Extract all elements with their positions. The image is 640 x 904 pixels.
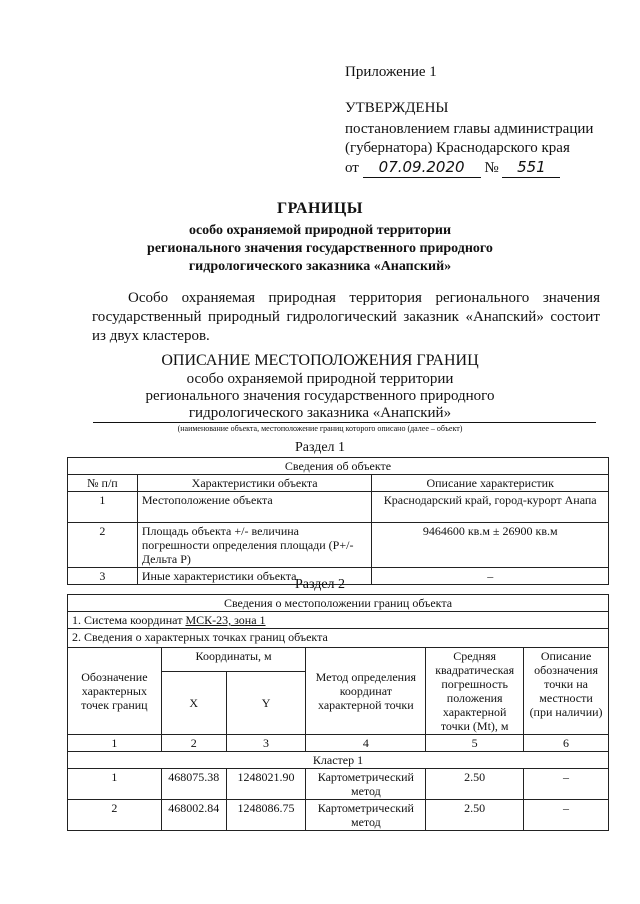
handwritten-number: 551 [502, 158, 560, 178]
row-value: Краснодарский край, город-курорт Анапа [372, 492, 609, 523]
point-x: 468075.38 [161, 769, 226, 800]
col-number: 6 [524, 735, 609, 752]
object-info-table [67, 457, 609, 585]
description-subtitle [0, 371, 640, 422]
description-line1: особо охраняемой природной территории [186, 371, 454, 387]
approved-line2: (губернатора) Краснодарского края [345, 140, 570, 156]
row-name: Иные характеристики объекта [137, 568, 372, 585]
boundary-points-table [67, 594, 609, 831]
coord-system-row [68, 612, 609, 629]
table-row [68, 523, 609, 568]
approved-date-line [345, 158, 593, 178]
description-note: (наименование объекта, местоположение границ которого описано (далее – объект) [177, 424, 463, 433]
col-number: 3 [226, 735, 306, 752]
header-number: № п/п [68, 475, 138, 492]
point-y: 1248086.75 [226, 800, 306, 831]
document-subtitle [0, 222, 640, 276]
number-prefix: № [484, 160, 499, 176]
table-title: Сведения о местоположении границ объекта [68, 595, 609, 612]
coord-system-value: МСК-23, зона 1 [185, 613, 266, 627]
cluster-label: Кластер 1 [68, 752, 609, 769]
header-x: X [161, 672, 226, 735]
table-row [68, 769, 609, 800]
section1-title: Раздел 1 [294, 440, 346, 455]
point-id: 1 [68, 769, 162, 800]
row-name: Площадь объекта +/- величина погрешности определения площади (P+/- Дельта P) [137, 523, 372, 568]
date-prefix: от [345, 160, 359, 176]
row-number: 3 [68, 568, 138, 585]
handwritten-date: 07.09.2020 [363, 158, 481, 178]
header-desc: Описание обозначения точки на местности (при наличии) [524, 648, 609, 735]
col-number: 1 [68, 735, 162, 752]
table-row [68, 492, 609, 523]
point-method: Картометрический метод [306, 769, 426, 800]
header-coords: Координаты, м [161, 648, 306, 672]
col-number: 5 [426, 735, 524, 752]
column-numbers-row [68, 735, 609, 752]
table-title: Сведения об объекте [68, 458, 609, 475]
header-method: Метод определения координат характерной точки [306, 648, 426, 735]
table-row [68, 800, 609, 831]
intro-paragraph: Особо охраняемая природная территория регионального значения государственный природный гидрологический заказник «Анапский» состоит из двух кластеров. [92, 290, 600, 344]
subtitle-line1: особо охраняемой природной территории [188, 223, 452, 238]
appendix-label: Приложение 1 [345, 64, 437, 80]
description-line3: гидрологического заказника «Анапский» [188, 405, 452, 421]
approval-block [345, 99, 593, 178]
point-error: 2.50 [426, 769, 524, 800]
description-line2: регионального значения государственного природного [145, 388, 495, 404]
approved-line1: постановлением главы администрации [345, 121, 594, 137]
point-method: Картометрический метод [306, 800, 426, 831]
coord-system-label: 1. Система координат [72, 613, 183, 627]
point-x: 468002.84 [161, 800, 226, 831]
point-id: 2 [68, 800, 162, 831]
row-number: 2 [68, 523, 138, 568]
header-y: Y [226, 672, 306, 735]
point-desc: – [524, 769, 609, 800]
description-title: ОПИСАНИЕ МЕСТОПОЛОЖЕНИЯ ГРАНИЦ [161, 352, 479, 369]
row-value: – [372, 568, 609, 585]
points-label: 2. Сведения о характерных точках границ объекта [68, 629, 609, 648]
header-description: Описание характеристик [372, 475, 609, 492]
header-error: Средняя квадратическая погрешность положения характерной точки (Mt), м [426, 648, 524, 735]
subtitle-line3: гидрологического заказника «Анапский» [188, 259, 452, 274]
section2-title: Раздел 2 [294, 577, 346, 592]
document-title: ГРАНИЦЫ [276, 200, 363, 217]
divider [93, 422, 596, 423]
header-characteristic: Характеристики объекта [137, 475, 372, 492]
col-number: 4 [306, 735, 426, 752]
point-error: 2.50 [426, 800, 524, 831]
approved-title: УТВЕРЖДЕНЫ [345, 100, 449, 116]
subtitle-line2: регионального значения государственного природного [147, 241, 493, 256]
row-name: Местоположение объекта [137, 492, 372, 523]
point-desc: – [524, 800, 609, 831]
point-y: 1248021.90 [226, 769, 306, 800]
row-number: 1 [68, 492, 138, 523]
header-point: Обозначение характерных точек границ [68, 648, 162, 735]
col-number: 2 [161, 735, 226, 752]
row-value: 9464600 кв.м ± 26900 кв.м [372, 523, 609, 568]
